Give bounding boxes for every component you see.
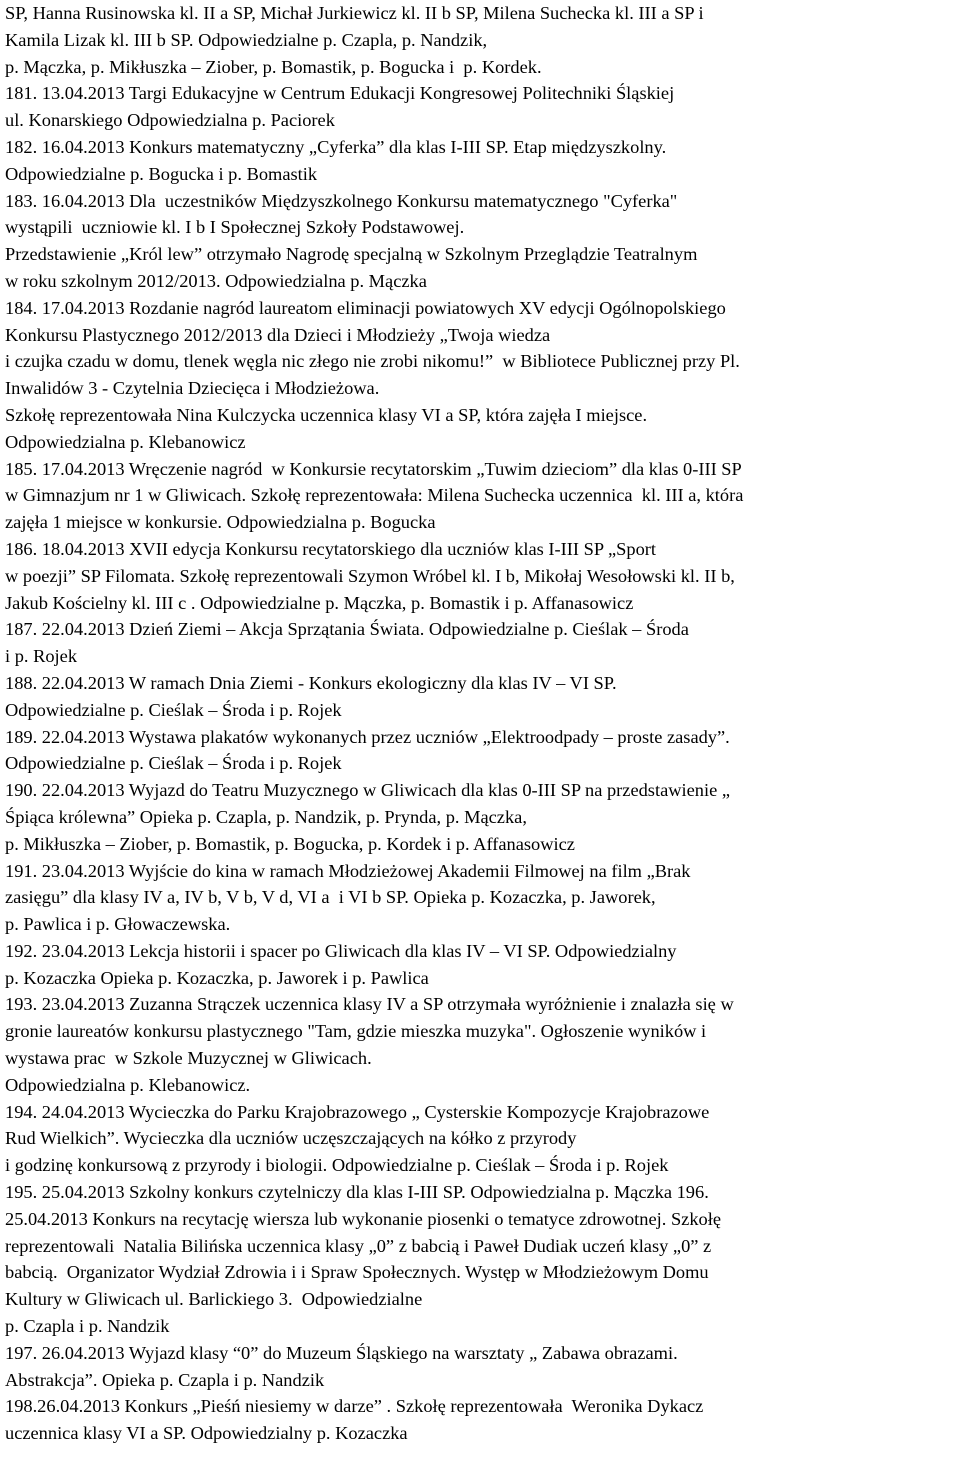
text-line: 181. 13.04.2013 Targi Edukacyjne w Centrum Edukacji Kongresowej Politechniki Śląskiej: [5, 83, 675, 104]
text-line: Śpiąca królewna” Opieka p. Czapla, p. Nandzik, p. Prynda, p. Mączka,: [5, 806, 527, 827]
document-page: [5, 0, 955, 1447]
text-line: wystawa prac w Szkole Muzycznej w Gliwicach.: [5, 1048, 372, 1069]
text-line: ul. Konarskiego Odpowiedzialna p. Paciorek: [5, 110, 335, 131]
text-line: 194. 24.04.2013 Wycieczka do Parku Krajobrazowego „ Cysterskie Kompozycje Krajobrazowe: [5, 1101, 710, 1122]
text-line: 182. 16.04.2013 Konkurs matematyczny „Cyferka” dla klas I-III SP. Etap międzyszkolny.: [5, 136, 667, 157]
text-line: i czujka czadu w domu, tlenek węgla nic złego nie zrobi nikomu!” w Bibliotece Publicznej przy Pl.: [5, 351, 740, 372]
text-line: Odpowiedzialna p. Klebanowicz: [5, 431, 246, 452]
text-line: Kamila Lizak kl. III b SP. Odpowiedzialne p. Czapla, p. Nandzik,: [5, 29, 488, 50]
text-line: Rud Wielkich”. Wycieczka dla uczniów uczęszczających na kółko z przyrody: [5, 1128, 577, 1149]
text-line: zasięgu” dla klasy IV a, IV b, V b, V d, VI a i VI b SP. Opieka p. Kozaczka, p. Jaworek,: [5, 887, 656, 908]
text-line: i godzinę konkursową z przyrody i biologii. Odpowiedzialne p. Cieślak – Środa i p. Rojek: [5, 1155, 669, 1176]
text-line: 189. 22.04.2013 Wystawa plakatów wykonanych przez uczniów „Elektroodpady – proste zasady”.: [5, 726, 730, 747]
text-line: gronie laureatów konkursu plastycznego "Tam, gdzie mieszka muzyka". Ogłoszenie wyników i: [5, 1021, 707, 1042]
text-line: Przedstawienie „Król lew” otrzymało Nagrodę specjalną w Szkolnym Przeglądzie Teatralnym: [5, 244, 698, 265]
text-line: Konkursu Plastycznego 2012/2013 dla Dzieci i Młodzieży „Twoja wiedza: [5, 324, 551, 345]
text-line: uczennica klasy VI a SP. Odpowiedzialny p. Kozaczka: [5, 1423, 408, 1444]
text-line: w roku szkolnym 2012/2013. Odpowiedzialna p. Mączka: [5, 270, 427, 291]
text-line: Odpowiedzialne p. Cieślak – Środa i p. Rojek: [5, 753, 342, 774]
text-line: p. Mączka, p. Mikłuszka – Ziober, p. Bomastik, p. Bogucka i p. Kordek.: [5, 56, 542, 77]
text-line: SP, Hanna Rusinowska kl. II a SP, Michał Jurkiewicz kl. II b SP, Milena Suchecka kl. III a SP i: [5, 3, 704, 23]
text-line: 193. 23.04.2013 Zuzanna Strączek uczennica klasy IV a SP otrzymała wyróżnienie i znalazła się w: [5, 994, 734, 1015]
text-line: 184. 17.04.2013 Rozdanie nagród laureatom eliminacji powiatowych XV edycji Ogólnopolskiego: [5, 297, 726, 318]
text-line: 195. 25.04.2013 Szkolny konkurs czytelniczy dla klas I-III SP. Odpowiedzialna p. Mączka 196.: [5, 1182, 709, 1203]
text-line: Jakub Kościelny kl. III c . Odpowiedzialne p. Mączka, p. Bomastik i p. Affanasowicz: [5, 592, 634, 613]
text-line: wystąpili uczniowie kl. I b I Społecznej Szkoły Podstawowej.: [5, 217, 465, 238]
text-line: 197. 26.04.2013 Wyjazd klasy “0” do Muzeum Śląskiego na warsztaty „ Zabawa obrazami.: [5, 1342, 678, 1363]
text-line: Inwalidów 3 - Czytelnia Dziecięca i Młodzieżowa.: [5, 378, 380, 399]
text-line: 190. 22.04.2013 Wyjazd do Teatru Muzycznego w Gliwicach dla klas 0-III SP na przedstawienie „: [5, 780, 731, 801]
text-line: p. Czapla i p. Nandzik: [5, 1316, 170, 1337]
text-line: reprezentowali Natalia Bilińska uczennica klasy „0” z babcią i Paweł Dudiak uczeń klasy „0” z: [5, 1235, 712, 1256]
text-line: 198.26.04.2013 Konkurs „Pieśń niesiemy w darze” . Szkołę reprezentowała Weronika Dykacz: [5, 1396, 704, 1417]
text-line: Abstrakcja”. Opieka p. Czapla i p. Nandzik: [5, 1369, 325, 1390]
text-line: i p. Rojek: [5, 646, 78, 667]
text-line: babcią. Organizator Wydział Zdrowia i i Spraw Społecznych. Występ w Młodzieżowym Domu: [5, 1262, 709, 1283]
text-line: p. Kozaczka Opieka p. Kozaczka, p. Jaworek i p. Pawlica: [5, 967, 429, 988]
text-line: Szkołę reprezentowała Nina Kulczycka uczennica klasy VI a SP, która zajęła I miejsce.: [5, 404, 648, 425]
text-line: Odpowiedzialne p. Cieślak – Środa i p. Rojek: [5, 699, 342, 720]
text-line: 183. 16.04.2013 Dla uczestników Międzyszkolnego Konkursu matematycznego "Cyferka": [5, 190, 678, 211]
text-line: 185. 17.04.2013 Wręczenie nagród w Konkursie recytatorskim „Tuwim dzieciom” dla klas 0-III SP: [5, 458, 742, 479]
text-line: w poezji” SP Filomata. Szkołę reprezentowali Szymon Wróbel kl. I b, Mikołaj Wesołowski kl. II b,: [5, 565, 735, 586]
text-line: 192. 23.04.2013 Lekcja historii i spacer po Gliwicach dla klas IV – VI SP. Odpowiedzialny: [5, 940, 677, 961]
text-line: p. Pawlica i p. Głowaczewska.: [5, 914, 231, 935]
text-line: 187. 22.04.2013 Dzień Ziemi – Akcja Sprzątania Świata. Odpowiedzialne p. Cieślak – Środa: [5, 619, 689, 640]
text-line: 25.04.2013 Konkurs na recytację wiersza lub wykonanie piosenki o tematyce zdrowotnej. Szkołę: [5, 1208, 722, 1229]
text-line: Odpowiedzialna p. Klebanowicz.: [5, 1074, 251, 1095]
text-line: zajęła 1 miejsce w konkursie. Odpowiedzialna p. Bogucka: [5, 512, 436, 533]
text-line: 191. 23.04.2013 Wyjście do kina w ramach Młodzieżowej Akademii Filmowej na film „Brak: [5, 860, 691, 881]
text-line: p. Mikłuszka – Ziober, p. Bomastik, p. Bogucka, p. Kordek i p. Affanasowicz: [5, 833, 575, 854]
text-line: 188. 22.04.2013 W ramach Dnia Ziemi - Konkurs ekologiczny dla klas IV – VI SP.: [5, 672, 617, 693]
text-line: Kultury w Gliwicach ul. Barlickiego 3. Odpowiedzialne: [5, 1289, 423, 1310]
text-line: 186. 18.04.2013 XVII edycja Konkursu recytatorskiego dla uczniów klas I-III SP „Sport: [5, 538, 657, 559]
text-line: Odpowiedzialne p. Bogucka i p. Bomastik: [5, 163, 318, 184]
text-line: w Gimnazjum nr 1 w Gliwicach. Szkołę reprezentowała: Milena Suchecka uczennica kl. III a, która: [5, 485, 744, 506]
